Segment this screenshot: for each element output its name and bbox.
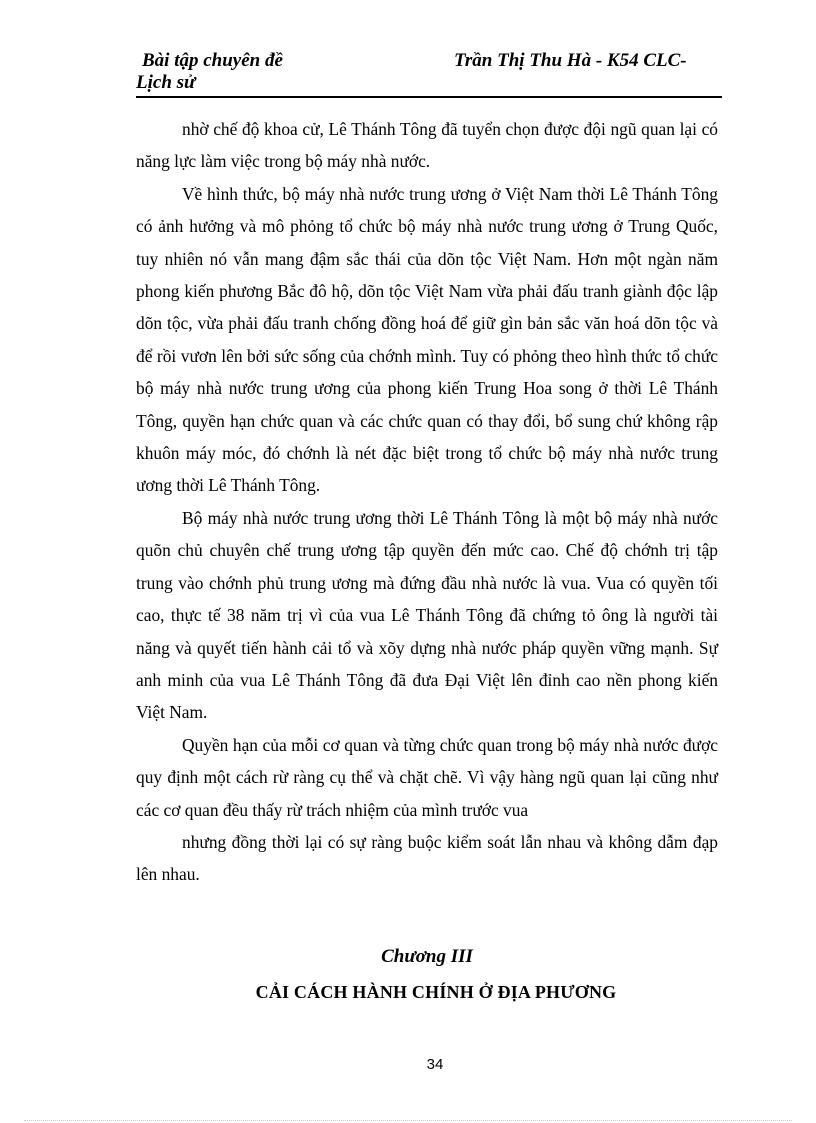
header-subject-line1: Bài tập chuyên đề [142, 50, 283, 71]
paragraph-5: nhưng đồng thời lại có sự ràng buộc kiểm soát lẫn nhau và không dẫm đạp lên nhau. [136, 831, 718, 885]
page-number: 34 [426, 1056, 444, 1073]
header-author: Trần Thị Thu Hà - K54 CLC- [454, 50, 687, 71]
paragraph-1: nhờ chế độ khoa cử, Lê Thánh Tông đã tuyển chọn được đội ngũ quan lại có năng lực làm việc trong bộ máy nhà nước. [136, 119, 718, 172]
chapter-title: CẢI CÁCH HÀNH CHÍNH Ở ĐỊA PHƯƠNG [255, 982, 617, 1002]
footer-divider [24, 1120, 792, 1121]
paragraph-4: Quyền hạn của mỗi cơ quan và từng chức quan trong bộ máy nhà nước được quy định một cách rừ ràng cụ thể và chặt chẽ. Vì vậy hàng ngũ quan lại cũng như các cơ quan đều thấy rừ trách nhiệm của mình trước vua [136, 734, 718, 820]
page-header [136, 50, 722, 98]
chapter-label: Chương III [381, 946, 473, 967]
header-subject-line2: Lịch sử [136, 72, 196, 93]
paragraph-3: Bộ máy nhà nước trung ương thời Lê Thánh Tông là một bộ máy nhà nước quõn chủ chuyên chế trung ương tập quyền đến mức cao. Chế độ chớnh trị tập trung vào chớnh phủ trung ương mà đứng đầu nhà nước là vua. Vua có quyền tối cao, thực tế 38 năm trị vì của vua Lê Thánh Tông đã chứng tỏ ông là người tài năng và quyết tiến hành cải tổ và xõy dựng nhà nước pháp quyền vững mạnh. Sự anh minh của vua Lê Thánh Tông đã đưa Đại Việt lên đỉnh cao nền phong kiến Việt Nam. [136, 507, 718, 723]
body-text [136, 113, 718, 891]
paragraph-2: Về hình thức, bộ máy nhà nước trung ương ở Việt Nam thời Lê Thánh Tông có ảnh hưởng và mô phỏng tổ chức bộ máy nhà nước trung ương ở Trung Quốc, tuy nhiên nó vẫn mang đậm sắc thái của dõn tộc Việt Nam. Hơn một ngàn năm phong kiến phương Bắc đô hộ, dõn tộc Việt Nam vừa phải đấu tranh giành độc lập dõn tộc, vừa phải đấu tranh chống đồng hoá để giữ gìn bản sắc văn hoá dõn tộc và để rồi vươn lên bởi sức sống của chớnh mình. Tuy có phỏng theo hình thức tổ chức bộ máy nhà nước trung ương của phong kiến Trung Hoa song ở thời Lê Thánh Tông, quyền hạn chức quan và các chức quan có thay đổi, bổ sung chứ không rập khuôn máy móc, đó chớnh là nét đặc biệt trong tổ chức bộ máy nhà nước trung ương thời Lê Thánh Tông. [136, 183, 718, 496]
